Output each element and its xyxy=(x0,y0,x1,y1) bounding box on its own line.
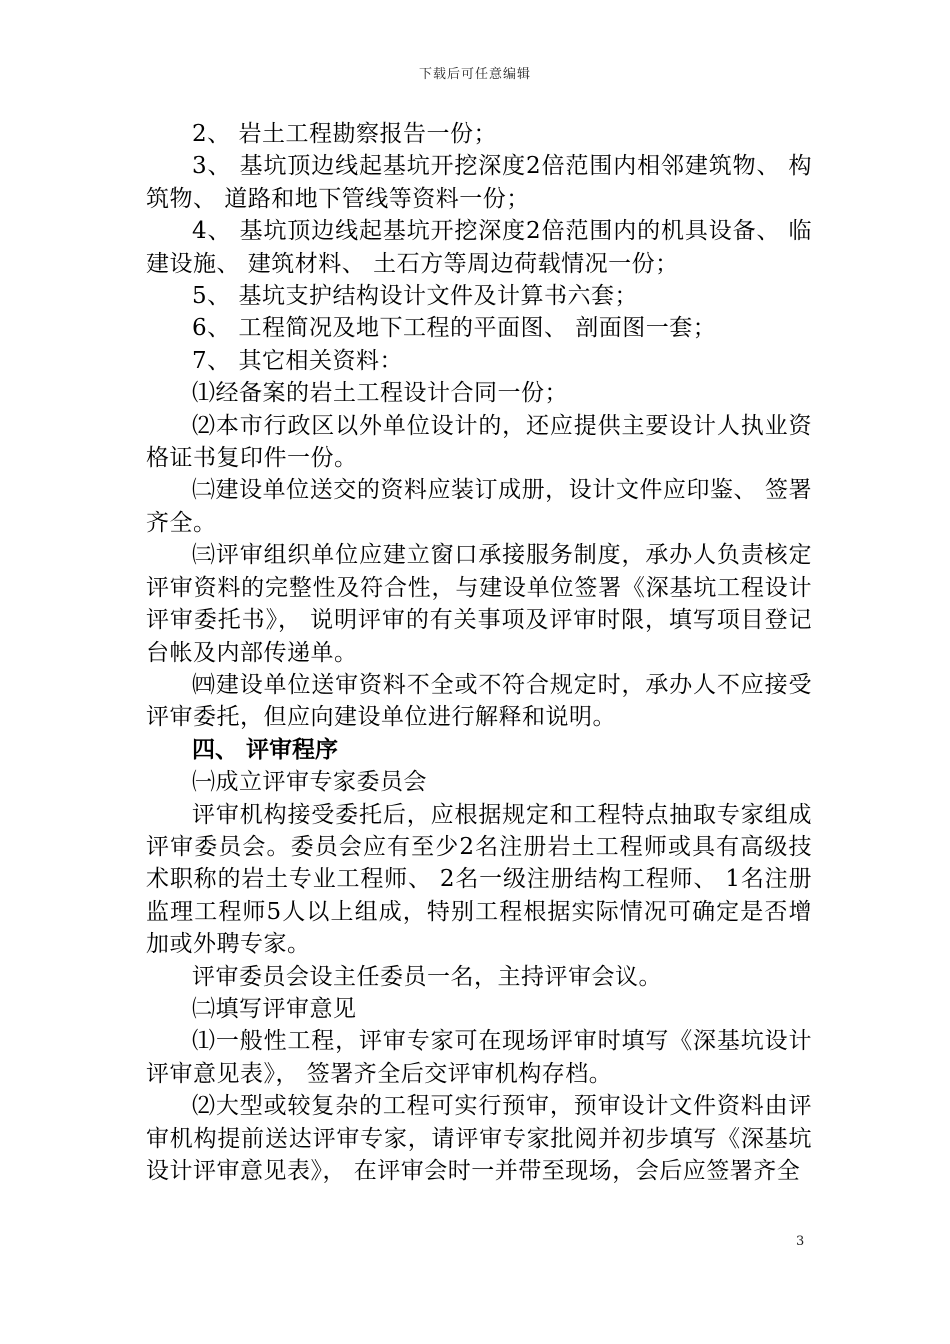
paragraph: ⑴经备案的岩土工程设计合同一份； xyxy=(192,380,568,407)
document-body xyxy=(146,118,812,1187)
paragraph: ㈣建设单位送审资料不全或不符合规定时，承办人不应接受评审委托，但应向建设单位进行解释和说明。 xyxy=(146,671,812,731)
paragraph: ⑴一般性工程，评审专家可在现场评审时填写《深基坑设计评审意见表》， 签署齐全后交评审机构存档。 xyxy=(146,1028,812,1087)
paragraph: ⑵大型或较复杂的工程可实行预审，预审设计文件资料由评审机构提前送达评审专家，请评审专家批阅并初步填写《深基坑设计评审意见表》， 在评审会时一并带至现场，会后应签署齐全 xyxy=(146,1093,812,1184)
paragraph: ㈡建设单位送交的资料应装订成册，设计文件应印鉴、 签署齐全。 xyxy=(146,477,812,536)
paragraph: 2、 岩土工程勘察报告一份； xyxy=(192,121,497,147)
paragraph: 3、 基坑顶边线起基坑开挖深度2倍范围内相邻建筑物、 构筑物、 道路和地下管线等资料一份； xyxy=(146,153,812,212)
page-number: 3 xyxy=(796,1234,805,1249)
paragraph: 评审机构接受委托后，应根据规定和工程特点抽取专家组成评审委员会。委员会应有至少2名注册岩土工程师或具有高级技术职称的岩土专业工程师、 2名一级注册结构工程师、 1名注册监理工程师5人以上组成，特别工程根据实际情况可确定是否增加或外聘专家。 xyxy=(146,801,812,958)
paragraph: 7、 其它相关资料： xyxy=(192,347,403,374)
paragraph: ㈡填写评审意见 xyxy=(192,995,357,1022)
paragraph: 4、 基坑顶边线起基坑开挖深度2倍范围内的机具设备、 临建设施、 建筑材料、 土石方等周边荷载情况一份； xyxy=(146,218,812,277)
paragraph: ㈠成立评审专家委员会 xyxy=(192,769,427,796)
paragraph: 6、 工程简况及地下工程的平面图、 剖面图一套； xyxy=(192,315,717,342)
page-header: 下载后可任意编辑 xyxy=(418,67,531,82)
paragraph: ⑵本市行政区以外单位设计的，还应提供主要设计人执业资格证书复印件一份。 xyxy=(146,412,812,472)
paragraph: ㈢评审组织单位应建立窗口承接服务制度，承办人负责核定评审资料的完整性及符合性，与建设单位签署《深基坑工程设计评审委托书》， 说明评审的有关事项及评审时限，填写项目登记台帐及内部传递单。 xyxy=(146,542,812,666)
paragraph: 评审委员会设主任委员一名，主持评审会议。 xyxy=(192,963,662,990)
paragraph: 5、 基坑支护结构设计文件及计算书六套； xyxy=(192,283,638,310)
section-heading: 四、 评审程序 xyxy=(192,736,339,763)
